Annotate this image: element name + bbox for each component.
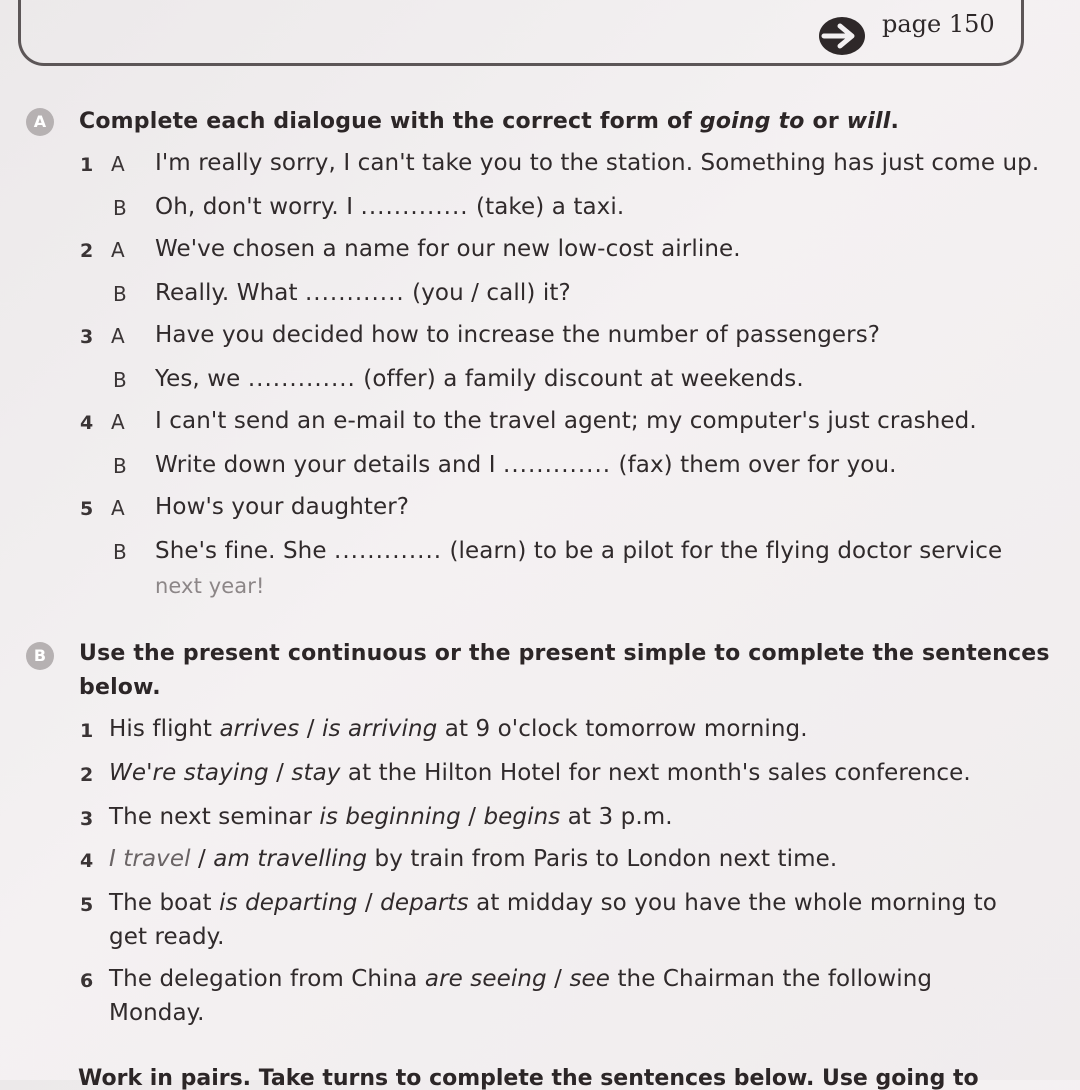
speaker-a-label: A xyxy=(111,496,125,520)
speaker-a-label: A xyxy=(111,324,125,348)
speaker-b-label: B xyxy=(113,282,127,306)
dialogue-line-a: I'm really sorry, I can't take you to the station. Something has just come up. xyxy=(155,150,1040,176)
section-b-instruction-line2: below. xyxy=(79,675,161,700)
sentence: The boat is departing / departs at midday so you have the whole morning to xyxy=(109,890,997,916)
answer-blank: ............. xyxy=(360,194,469,220)
answer-blank: ............. xyxy=(334,538,443,564)
sentence: His flight arrives / is arriving at 9 o'clock tomorrow morning. xyxy=(109,716,808,742)
option-1: We're staying xyxy=(109,760,269,786)
dialogue-line-b-continued: next year! xyxy=(155,574,265,598)
section-c-cropped xyxy=(18,1060,1058,1090)
answer-blank: ............. xyxy=(503,452,612,478)
dialogue-line-b: Oh, don't worry. I ............. (take) a taxi. xyxy=(155,194,625,220)
section-a-instruction: Complete each dialogue with the correct form of going to or will. xyxy=(79,109,900,134)
speaker-a-label: A xyxy=(111,152,125,176)
sentence: The next seminar is beginning / begins at 3 p.m. xyxy=(109,804,673,830)
option-1: are seeing xyxy=(424,966,547,992)
sentence: I travel / am travelling by train from Paris to London next time. xyxy=(109,846,838,872)
option-2: see xyxy=(569,966,611,992)
dialogue-line-b: Yes, we ............. (offer) a family discount at weekends. xyxy=(155,366,804,392)
sentence: We're staying / stay at the Hilton Hotel for next month's sales conference. xyxy=(109,760,971,786)
item-number: 6 xyxy=(80,970,94,992)
dialogue-line-b: She's fine. She ............. (learn) to be a pilot for the flying doctor service xyxy=(155,538,1003,564)
dialogue-line-b: Really. What ............ (you / call) it? xyxy=(155,280,571,306)
section-a-badge: A xyxy=(26,108,54,136)
dialogue-line-a: We've chosen a name for our new low-cost airline. xyxy=(155,236,741,262)
item-number: 3 xyxy=(80,326,94,348)
speaker-b-label: B xyxy=(113,454,127,478)
option-2: stay xyxy=(291,760,341,786)
answer-blank: ............ xyxy=(304,280,405,306)
speaker-b-label: B xyxy=(113,368,127,392)
item-number: 3 xyxy=(80,808,94,830)
reference-box xyxy=(18,0,1024,66)
dialogue-line-a: How's your daughter? xyxy=(155,494,410,520)
option-1: is beginning xyxy=(319,804,461,830)
speaker-b-label: B xyxy=(113,540,127,564)
dialogue-line-a: Have you decided how to increase the number of passengers? xyxy=(155,322,881,348)
item-number: 2 xyxy=(80,240,94,262)
sentence: The delegation from China are seeing / see the Chairman the following xyxy=(109,966,933,992)
option-2: is arriving xyxy=(321,716,438,742)
answer-blank: ............. xyxy=(247,366,356,392)
option-2: begins xyxy=(483,804,561,830)
option-2: am travelling xyxy=(213,846,368,872)
item-number: 1 xyxy=(80,154,94,176)
item-number: 2 xyxy=(80,764,94,786)
item-number: 4 xyxy=(80,850,94,872)
section-b-instruction-line1: Use the present continuous or the present simple to complete the sentences xyxy=(79,641,1050,666)
speaker-a-label: A xyxy=(111,410,125,434)
option-2: departs xyxy=(380,890,469,916)
sentence-continued: Monday. xyxy=(109,1000,205,1026)
option-1: arrives xyxy=(219,716,300,742)
option-1: I travel xyxy=(109,846,191,872)
sentence-continued: get ready. xyxy=(109,924,225,950)
speaker-a-label: A xyxy=(111,238,125,262)
dialogue-line-a: I can't send an e-mail to the travel agent; my computer's just crashed. xyxy=(155,408,977,434)
section-b-badge: B xyxy=(26,642,54,670)
item-number: 5 xyxy=(80,894,94,916)
speaker-b-label: B xyxy=(113,196,127,220)
dialogue-line-b: Write down your details and I ............. (fax) them over for you. xyxy=(155,452,897,478)
item-number: 1 xyxy=(80,720,94,742)
item-number: 4 xyxy=(80,412,94,434)
option-1: is departing xyxy=(219,890,358,916)
arrow-right-icon xyxy=(818,16,866,56)
item-number: 5 xyxy=(80,498,94,520)
section-c-instruction: Work in pairs. Take turns to complete the sentences below. Use going to xyxy=(78,1066,979,1090)
page-reference: page 150 xyxy=(882,10,995,38)
